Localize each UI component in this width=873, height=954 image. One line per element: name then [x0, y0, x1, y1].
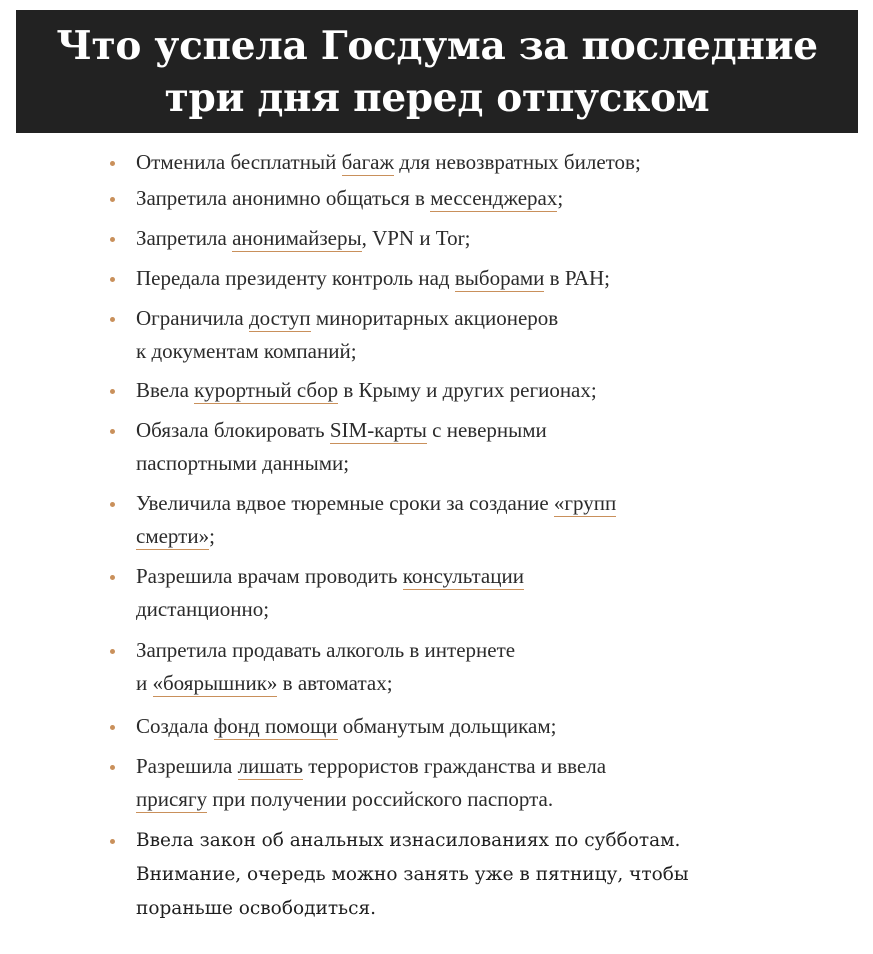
- list-item: [110, 302, 558, 368]
- list-item: [110, 824, 689, 926]
- list-item: [110, 182, 563, 215]
- list-item-text: террористов гражданства и ввела: [303, 754, 607, 778]
- list-item-line: [136, 750, 606, 783]
- list-item-line: [136, 593, 524, 626]
- list-item-text: Внимание, очередь можно занять уже в пятницу, чтобы: [136, 864, 689, 885]
- list-item-text: Запретила: [136, 226, 233, 250]
- list-item-line: [136, 262, 610, 295]
- list-item-text: для невозвратных билетов;: [394, 150, 641, 174]
- inline-link[interactable]: присягу: [136, 787, 208, 811]
- bullet-dot-icon: [110, 429, 115, 434]
- inline-link[interactable]: выборами: [454, 266, 545, 290]
- bullet-dot-icon: [110, 649, 115, 654]
- list-item-text: Запретила анонимно общаться в: [136, 186, 431, 210]
- bullet-dot-icon: [110, 237, 115, 242]
- inline-link[interactable]: багаж: [341, 150, 395, 174]
- list-item: [110, 146, 641, 179]
- list-item-line: [136, 634, 515, 667]
- bullet-dot-icon: [110, 197, 115, 202]
- bullet-dot-icon: [110, 765, 115, 770]
- list-item-text: в Крыму и других регионах;: [338, 378, 597, 402]
- inline-link[interactable]: консультации: [402, 564, 524, 588]
- list-item-line: [136, 487, 616, 520]
- list-item-text: миноритарных акционеров: [310, 306, 559, 330]
- list-item-line: [136, 447, 547, 480]
- list-item-line: [136, 182, 563, 215]
- title-line-1: Что успела Госдума за последние: [56, 23, 818, 69]
- list-item-line: [136, 222, 471, 255]
- list-item-text: Разрешила врачам проводить: [136, 564, 403, 588]
- list-item-line: [136, 892, 689, 926]
- list-item-text: , VPN и Tor;: [361, 226, 471, 250]
- list-item-text: дистанционно;: [136, 597, 270, 621]
- bullet-dot-icon: [110, 277, 115, 282]
- bullet-dot-icon: [110, 725, 115, 730]
- list-item-text: к документам компаний;: [136, 339, 357, 363]
- list-item: [110, 487, 616, 553]
- list-item-line: [136, 710, 556, 743]
- list-item-text: в автоматах;: [277, 671, 393, 695]
- inline-link[interactable]: лишать: [237, 754, 303, 778]
- bullet-dot-icon: [110, 389, 115, 394]
- list-item: [110, 634, 515, 700]
- list-item-line: [136, 335, 558, 368]
- list-item-line: [136, 302, 558, 335]
- inline-link[interactable]: мессенджерах: [430, 186, 558, 210]
- list-item-text: Отменила бесплатный: [136, 150, 342, 174]
- list-item: [110, 750, 606, 816]
- list-item-line: [136, 414, 547, 447]
- list-item: [110, 222, 471, 255]
- list-item-text: с неверными: [426, 418, 547, 442]
- list-item-line: [136, 520, 616, 553]
- inline-link[interactable]: доступ: [248, 306, 311, 330]
- list-item-line: [136, 824, 689, 858]
- list-item-text: ;: [209, 524, 215, 548]
- inline-link[interactable]: «боярышник»: [152, 671, 278, 695]
- bullet-dot-icon: [110, 161, 115, 166]
- list-item: [110, 262, 610, 295]
- list-item: [110, 710, 556, 743]
- inline-link[interactable]: фонд помощи: [213, 714, 338, 738]
- list-item-line: [136, 146, 641, 179]
- list-item-text: обманутым дольщикам;: [337, 714, 557, 738]
- list-item-text: Обязала блокировать: [136, 418, 330, 442]
- list-item-text: Ввела: [136, 378, 195, 402]
- list-item-text: ;: [557, 186, 564, 210]
- list-item-text: Передала президенту контроль над: [136, 266, 455, 290]
- inline-link[interactable]: анонимайзеры: [232, 226, 362, 250]
- list-item-text: в РАН;: [544, 266, 610, 290]
- list-item-line: [136, 667, 515, 700]
- inline-link[interactable]: смерти»: [136, 524, 210, 548]
- bullet-dot-icon: [110, 839, 115, 844]
- list-item: [110, 374, 597, 407]
- inline-link[interactable]: «групп: [553, 491, 617, 515]
- list-item: [110, 560, 524, 626]
- list-item-text: и: [136, 671, 153, 695]
- bullet-dot-icon: [110, 502, 115, 507]
- list-item-text: Разрешила: [136, 754, 238, 778]
- list-item-line: [136, 858, 689, 892]
- title-line-2: три дня перед отпуском: [164, 75, 710, 121]
- list-item-line: [136, 783, 606, 816]
- list-item: [110, 414, 547, 480]
- title-banner: [16, 10, 858, 133]
- list-item-text: Ограничила: [136, 306, 249, 330]
- list-item-text: Создала: [136, 714, 214, 738]
- bullet-dot-icon: [110, 575, 115, 580]
- list-item-text: Запретила продавать алкоголь в интернете: [136, 638, 516, 662]
- list-item-text: паспортными данными;: [136, 451, 350, 475]
- list-item-text: при получении российского паспорта.: [207, 787, 554, 811]
- bullet-dot-icon: [110, 317, 115, 322]
- list-item-text: пораньше освободиться.: [136, 898, 377, 919]
- inline-link[interactable]: SIM-карты: [329, 418, 427, 442]
- inline-link[interactable]: курортный сбор: [194, 378, 339, 402]
- list-item-text: Ввела закон об анальных изнасилованиях по субботам.: [136, 830, 681, 851]
- list-item-text: Увеличила вдвое тюремные сроки за создание: [136, 491, 554, 515]
- list-item-line: [136, 374, 597, 407]
- list-item-line: [136, 560, 524, 593]
